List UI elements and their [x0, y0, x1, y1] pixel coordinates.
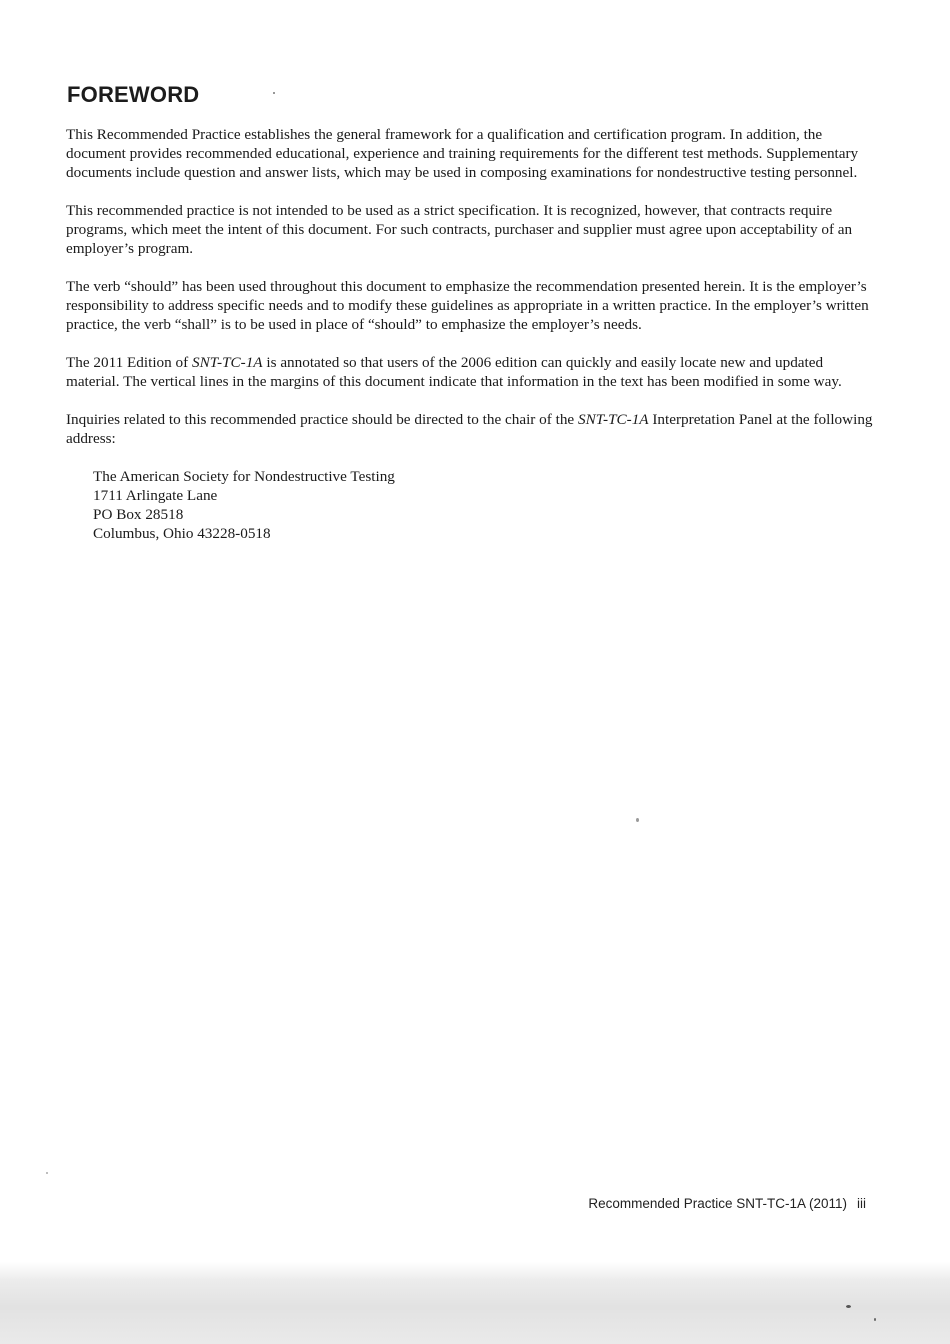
- scan-shadow-band: [0, 1262, 950, 1344]
- paragraph-verb-should: The verb “should” has been used throughout this document to emphasize the recommendation presented herein. It is the employer’s responsibility to address specific needs and to modify these guidelines as appropriate in a written practice. In the employer’s written practice, the verb “shall” is to be used in place of “should” to emphasize the employer’s needs.: [66, 278, 869, 333]
- paragraph-framework: This Recommended Practice establishes the general framework for a qualification and certification program. In addition, the document provides recommended educational, experience and training requirements for the different test methods. Supplementary documents include question and answer lists, which may be used in composing examinations for nondestructive testing personnel.: [66, 126, 859, 181]
- scan-speck: [874, 1318, 876, 1321]
- document-code-italic: SNT-TC-1A: [577, 411, 649, 428]
- inquiries-text-end: Interpretation Panel at the following address:: [66, 411, 873, 447]
- paragraph-edition: [66, 353, 876, 391]
- paragraph-specification: This recommended practice is not intended to be used as a strict specification. It is recognized, however, that contracts require programs, which meet the intent of this document. For such contracts, purchaser and supplier must agree upon acceptability of an employer’s program.: [66, 202, 853, 257]
- scan-speck: [846, 1305, 851, 1308]
- foreword-body: [66, 125, 876, 543]
- address-po-box: PO Box 28518: [93, 506, 184, 523]
- edition-text-end: is annotated so that users of the 2006 edition can quickly and easily locate new and updated material. The vertical lines in the margins of this document indicate that information in the text has been modified in some way.: [66, 354, 842, 390]
- scan-speck: [273, 92, 275, 94]
- address-street: 1711 Arlingate Lane: [93, 487, 218, 504]
- page-number: iii: [857, 1196, 866, 1211]
- document-code-italic: SNT-TC-1A: [191, 354, 263, 371]
- mailing-address: [93, 467, 876, 543]
- address-city: Columbus, Ohio 43228-0518: [93, 525, 271, 542]
- scan-speck: [46, 1172, 48, 1174]
- paragraph-inquiries: [66, 410, 876, 448]
- page-title: FOREWORD: [67, 82, 200, 107]
- page-footer: [588, 1196, 866, 1211]
- footer-title: Recommended Practice SNT-TC-1A (2011): [588, 1196, 847, 1211]
- inquiries-text-start: Inquiries related to this recommended practice should be directed to the chair of the: [66, 411, 578, 428]
- edition-text-start: The 2011 Edition of: [66, 354, 192, 371]
- address-organization: The American Society for Nondestructive Testing: [93, 468, 395, 485]
- scan-speck: [636, 818, 639, 822]
